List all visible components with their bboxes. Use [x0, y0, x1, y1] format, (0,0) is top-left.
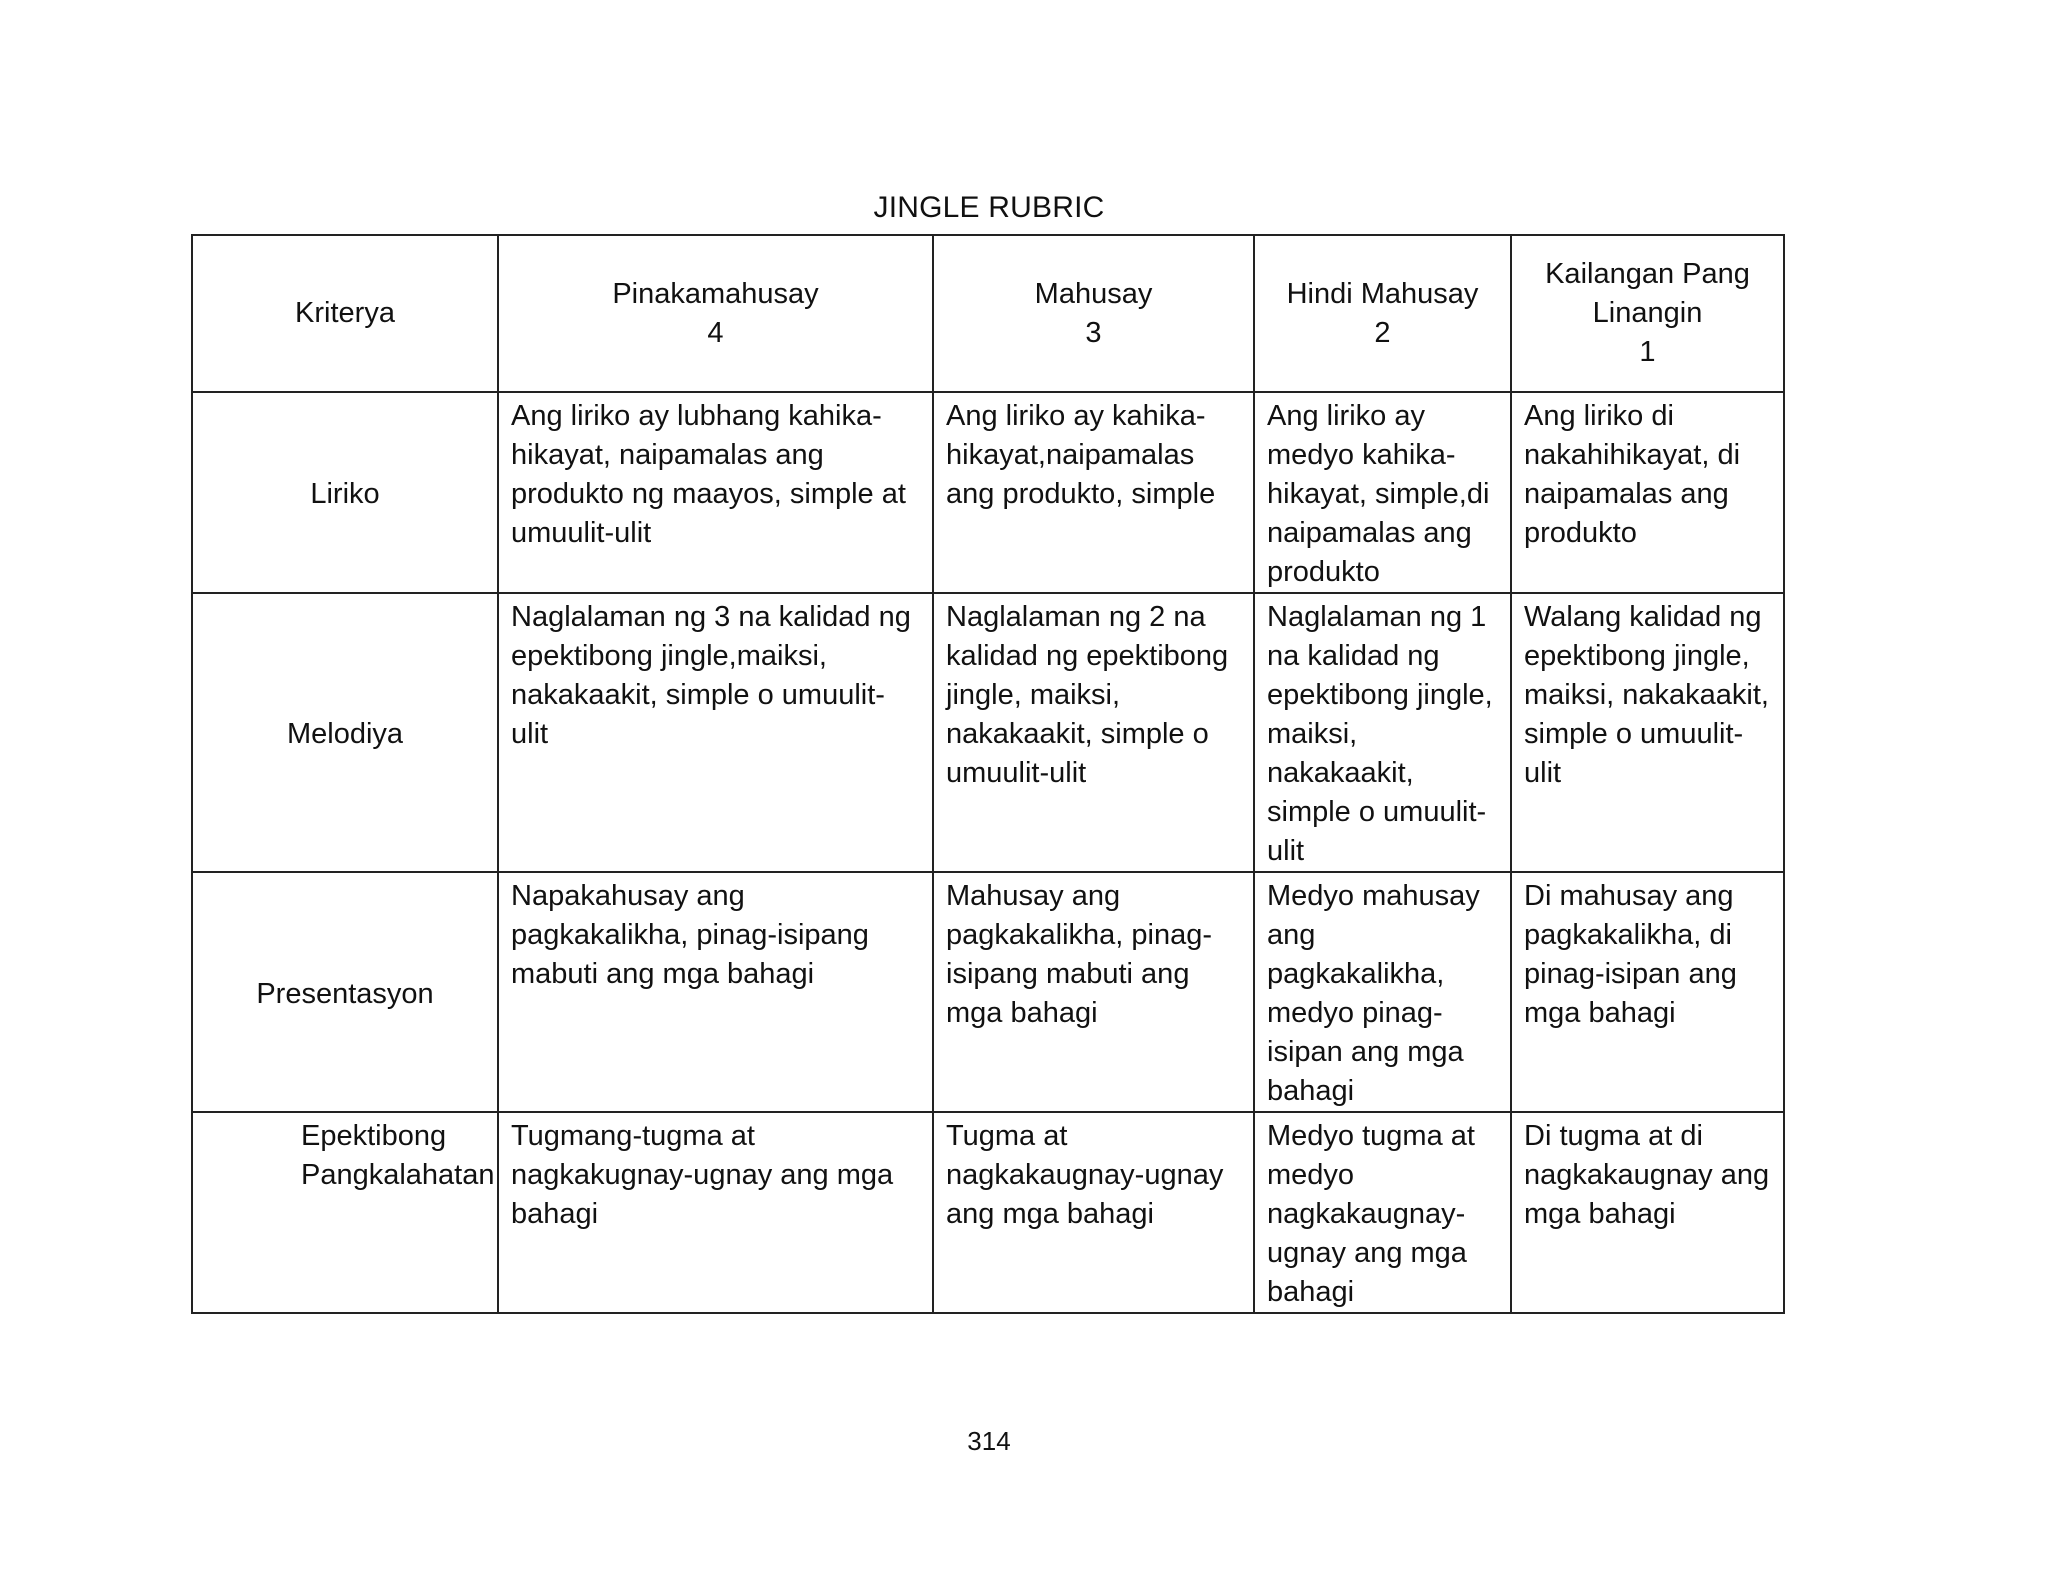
header-label: Linangin	[1592, 297, 1703, 329]
rubric-cell: Naglalaman ng 3 na kalidad ng epektibong jingle,maiksi, nakakaakit, simple o umuulit-ulit	[498, 593, 933, 872]
rubric-cell: Mahusay ang pagkakalikha, pinag-isipang mabuti ang mga bahagi	[933, 872, 1254, 1112]
page-number: 314	[967, 1426, 1011, 1456]
table-row	[192, 593, 1784, 872]
header-label: Pinakamahusay	[612, 277, 819, 310]
rubric-cell: Ang liriko ay kahika-hikayat,naipamalas ang produkto, simple	[933, 392, 1254, 593]
header-label: Kailangan Pang	[1545, 258, 1750, 290]
rubric-cell: Ang liriko ay lubhang kahika-hikayat, naipamalas ang produkto ng maayos, simple at umuulit-ulit	[498, 392, 933, 593]
criterion-cell: Liriko	[192, 392, 498, 593]
header-label: Kriterya	[295, 297, 395, 329]
table-row	[192, 1112, 1784, 1313]
header-label: Mahusay	[1034, 277, 1153, 310]
header-score: 1	[1639, 336, 1656, 368]
rubric-cell: Medyo tugma at medyo nagkakaugnay-ugnay ang mga bahagi	[1254, 1112, 1511, 1313]
rubric-cell: Walang kalidad ng epektibong jingle, maiksi, nakakaakit, simple o umuulit-ulit	[1511, 593, 1784, 872]
rubric-cell: Di mahusay ang pagkakalikha, di pinag-isipan ang mga bahagi	[1511, 872, 1784, 1112]
rubric-cell: Tugmang-tugma at nagkakugnay-ugnay ang mga bahagi	[498, 1112, 933, 1313]
header-label: Hindi Mahusay	[1286, 277, 1479, 310]
header-mahusay	[933, 235, 1254, 392]
rubric-cell: Ang liriko ay medyo kahika-hikayat, simple,di naipamalas ang produkto	[1254, 392, 1511, 593]
criterion-cell: Epektibong Pangkalahatan	[192, 1112, 498, 1313]
rubric-cell: Naglalaman ng 1 na kalidad ng epektibong jingle, maiksi, nakakaakit, simple o umuulit-ulit	[1254, 593, 1511, 872]
header-hindi-mahusay	[1254, 235, 1511, 392]
header-score: 2	[1374, 316, 1391, 349]
criterion-cell: Presentasyon	[192, 872, 498, 1112]
header-score: 4	[707, 316, 724, 349]
header-row	[192, 235, 1784, 392]
header-pinakamahusay	[498, 235, 933, 392]
rubric-cell: Ang liriko di nakahihikayat, di naipamalas ang produkto	[1511, 392, 1784, 593]
document-title: JINGLE RUBRIC	[873, 191, 1105, 224]
rubric-table	[191, 234, 1785, 1314]
criterion-cell: Melodiya	[192, 593, 498, 872]
header-score: 3	[1085, 316, 1102, 349]
header-kriterya	[192, 235, 498, 392]
table-row	[192, 872, 1784, 1112]
table-row	[192, 392, 1784, 593]
rubric-cell: Naglalaman ng 2 na kalidad ng epektibong jingle, maiksi, nakakaakit, simple o umuulit-ulit	[933, 593, 1254, 872]
rubric-cell: Tugma at nagkakaugnay-ugnay ang mga bahagi	[933, 1112, 1254, 1313]
header-kailangan-pang-linangin	[1511, 235, 1784, 392]
rubric-cell: Medyo mahusay ang pagkakalikha, medyo pinag-isipan ang mga bahagi	[1254, 872, 1511, 1112]
rubric-cell: Di tugma at di nagkakaugnay ang mga bahagi	[1511, 1112, 1784, 1313]
rubric-cell: Napakahusay ang pagkakalikha, pinag-isipang mabuti ang mga bahagi	[498, 872, 933, 1112]
